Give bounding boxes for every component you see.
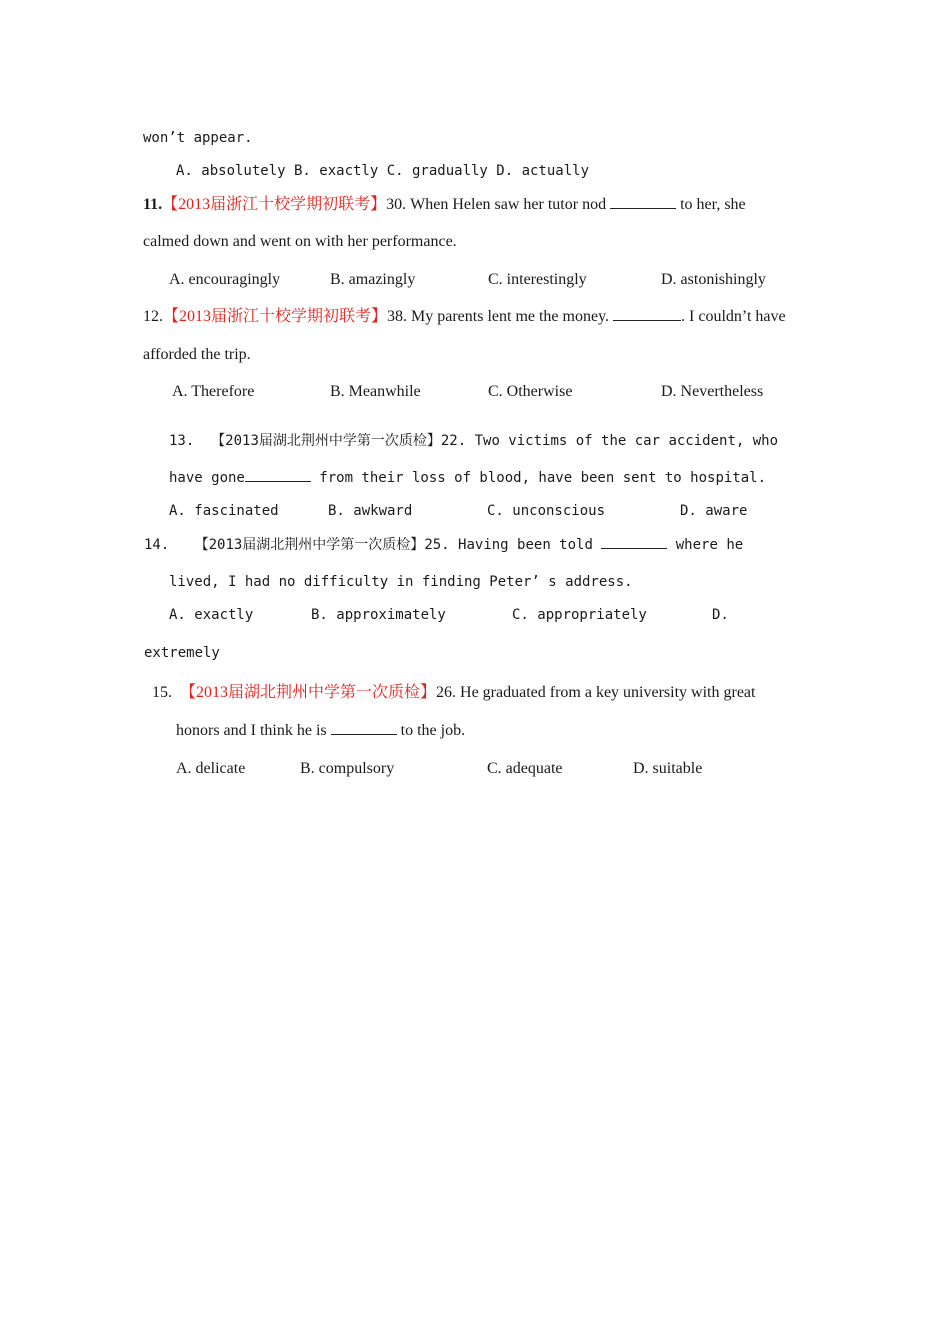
question-12-options <box>0 382 950 402</box>
question-text: to her, she <box>676 196 746 213</box>
option-d: D. suitable <box>633 760 703 777</box>
question-text: . I couldn’t have <box>681 308 786 325</box>
question-source: 【2013届浙江十校学期初联考】 <box>162 196 387 213</box>
option-c: C. Otherwise <box>488 383 573 400</box>
question-14-continuation: lived, I had no difficulty in finding Peter’ s address. <box>169 574 633 590</box>
option-d-text: extremely <box>144 645 220 661</box>
question-number: 15. <box>152 684 172 701</box>
question-13-stem <box>169 431 778 451</box>
question-text: where he <box>667 537 744 553</box>
question-15-options <box>0 759 950 779</box>
option-a: A. delicate <box>176 760 246 777</box>
answer-blank <box>613 308 681 321</box>
question-text: 30. When Helen saw her tutor nod <box>386 196 611 213</box>
option-b: B. amazingly <box>330 271 416 288</box>
question-13-continuation <box>169 468 766 488</box>
option-b: B. compulsory <box>300 760 395 777</box>
question-text: 38. My parents lent me the money. <box>387 308 614 325</box>
option-a: A. fascinated <box>169 503 279 519</box>
question-text: from their loss of blood, have been sent to hospital. <box>310 470 767 486</box>
answer-blank <box>331 722 397 735</box>
option-c: C. adequate <box>487 760 563 777</box>
question-text: 25. Having been told <box>424 537 602 553</box>
option-c: C. unconscious <box>487 503 606 519</box>
question-15-continuation <box>176 721 465 741</box>
question-15-stem <box>152 683 755 703</box>
option-b: B. awkward <box>328 503 413 519</box>
option-a: A. encouragingly <box>169 271 281 288</box>
question-11-options <box>0 270 950 290</box>
option-d: D. astonishingly <box>661 271 766 288</box>
option-c: C. interestingly <box>488 271 587 288</box>
option-d: D. Nevertheless <box>661 383 764 400</box>
answer-blank <box>610 196 676 209</box>
option-a: A. exactly <box>169 607 254 623</box>
question-text: have gone <box>169 470 245 486</box>
option-d: D. aware <box>680 503 748 519</box>
continuation-line: won’t appear. <box>143 130 253 146</box>
option-a: A. Therefore <box>172 383 255 400</box>
answer-blank <box>245 469 311 482</box>
question-12-stem <box>143 307 786 327</box>
question-number: 11. <box>143 196 163 213</box>
question-number: 12. <box>143 308 163 325</box>
answer-blank <box>601 536 667 549</box>
q10-options: A. absolutely B. exactly C. gradually D. actually <box>176 163 590 179</box>
option-b: B. Meanwhile <box>330 383 421 400</box>
option-c: C. appropriately <box>512 607 647 623</box>
question-number: 14. <box>144 537 170 553</box>
question-source: 【2013届湖北荆州中学第一次质检】 <box>211 433 441 449</box>
question-text: 22. Two victims of the car accident, who <box>440 433 779 449</box>
question-number: 13. <box>169 433 195 449</box>
question-source: 【2013届浙江十校学期初联考】 <box>163 308 388 325</box>
question-text: to the job. <box>396 722 466 739</box>
question-11-stem <box>143 195 746 215</box>
question-13-options <box>0 501 950 521</box>
question-14-options <box>0 605 950 625</box>
question-14-stem <box>144 535 743 555</box>
question-12-continuation: afforded the trip. <box>143 346 251 363</box>
question-source: 【2013届湖北荆州中学第一次质检】 <box>194 537 425 553</box>
question-source: 【2013届湖北荆州中学第一次质检】 <box>180 684 437 701</box>
question-text: honors and I think he is <box>176 722 331 739</box>
question-11-continuation: calmed down and went on with her performance. <box>143 233 457 250</box>
option-b: B. approximately <box>311 607 446 623</box>
option-d: D. <box>712 607 729 623</box>
question-text: 26. He graduated from a key university with great <box>436 684 756 701</box>
